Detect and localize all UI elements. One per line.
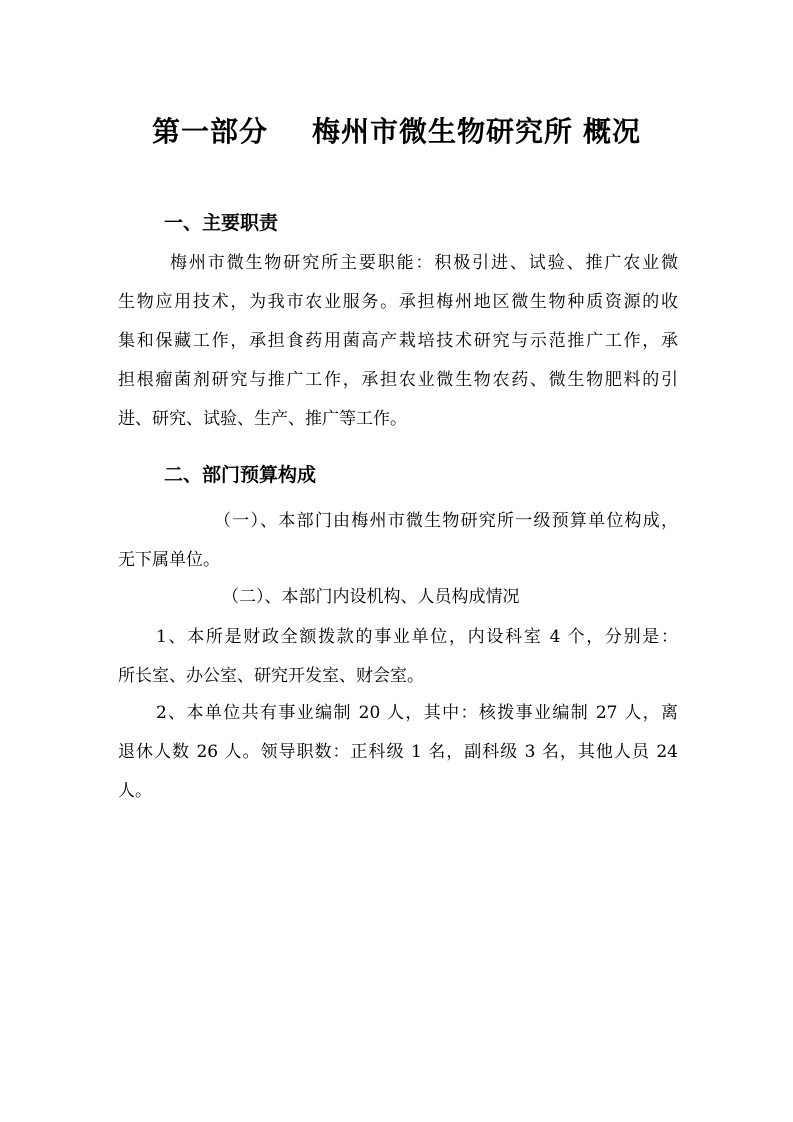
paragraph-line: 担根瘤菌剂研究与推广工作，承担农业微生物农药、微生物肥料的引 [118, 370, 678, 390]
paragraph-line: 所长室、办公室、研究开发室、财会室。 [118, 666, 424, 686]
paragraph-line: 集和保藏工作，承担食药用菌高产栽培技术研究与示范推广工作，承 [118, 331, 678, 351]
item1-paragraph [118, 618, 678, 696]
section2-heading: 二、部门预算构成 [164, 464, 317, 486]
paragraph-line: （一）、本部门由梅州市微生物研究所一级预算单位构成， [214, 511, 678, 531]
page-title [0, 110, 793, 150]
paragraph-line: 无下属单位。 [118, 550, 220, 570]
paragraph-line: 进、研究、试验、生产、推广等工作。 [118, 409, 407, 429]
title-org: 梅州市微生物研究所 [311, 115, 573, 148]
section1-heading: 一、主要职责 [164, 212, 279, 234]
title-part: 第一部分 [151, 115, 268, 148]
paragraph-line: 人。 [118, 781, 152, 801]
section2-sub1-paragraph [118, 502, 678, 580]
paragraph-line: 生物应用技术，为我市农业服务。承担梅州地区微生物种质资源的收 [118, 292, 678, 312]
paragraph-line: 退休人数 26 人。领导职数：正科级 1 名，副科级 3 名，其他人员 24 [118, 742, 678, 762]
section2-sub2-heading [118, 578, 678, 617]
subheading-line: （二）、本部门内设机构、人员构成情况 [222, 587, 520, 607]
paragraph-line: 梅州市微生物研究所主要职能：积极引进、试验、推广农业微 [170, 253, 678, 273]
item2-paragraph [118, 694, 678, 811]
paragraph-line: 1、本所是财政全额拨款的事业单位，内设科室 4 个，分别是： [156, 627, 678, 647]
paragraph-line: 2、本单位共有事业编制 20 人，其中：核拨事业编制 27 人，离 [156, 703, 678, 723]
section1-paragraph [118, 244, 678, 439]
title-suffix: 概况 [583, 115, 642, 148]
